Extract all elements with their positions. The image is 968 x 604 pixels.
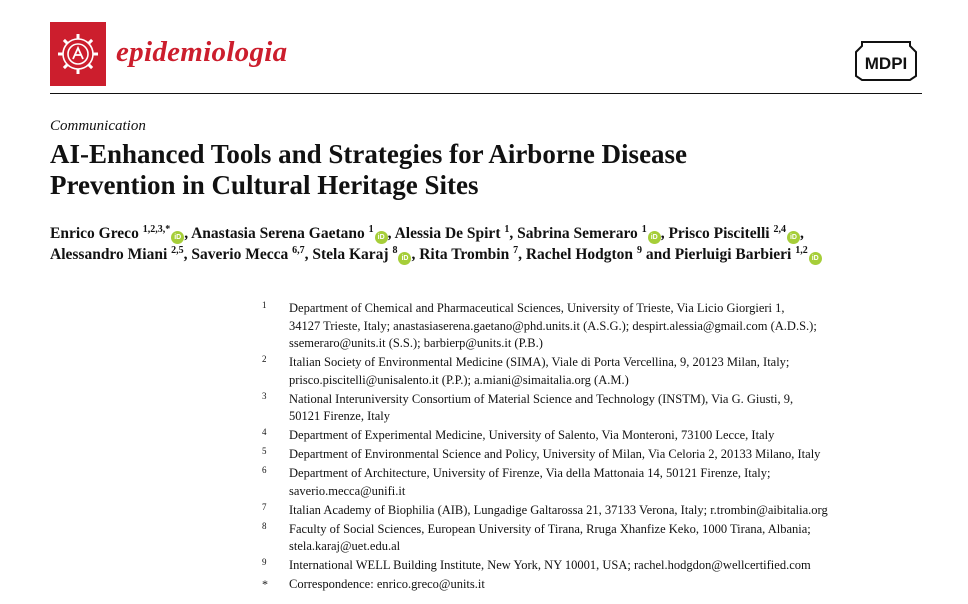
author-name[interactable]: Alessandro Miani	[50, 246, 168, 263]
affiliation-number: 8	[262, 520, 267, 531]
affiliation-text: Department of Environmental Science and Policy, University of Milan, Via Celoria 2, 20133 Milano, Italy	[289, 447, 821, 462]
affiliation-text: 34127 Trieste, Italy; anastasiaserena.gaetano@phd.units.it (A.S.G.); despirt.alessia@gmail.com (A.D.S.);	[289, 318, 817, 333]
affiliation-text: Italian Society of Environmental Medicine (SIMA), Viale di Porta Vercellina, 9, 20123 Milan, Italy;	[289, 355, 790, 370]
affiliation-text: ssemeraro@units.it (S.S.); barbierp@units.it (P.B.)	[289, 336, 543, 351]
affiliation-number: 9	[262, 557, 267, 568]
author-affiliation-sup: 6,7	[292, 244, 305, 256]
author-name[interactable]: Rita Trombin	[419, 246, 510, 263]
affiliation-number: 2	[262, 354, 267, 365]
author-affiliation-sup: 1	[641, 223, 647, 235]
affiliation-item	[262, 300, 942, 353]
affiliation-text: Department of Chemical and Pharmaceutical Sciences, University of Trieste, Via Licio Giorgieri 1,	[289, 301, 785, 315]
affiliation-item	[262, 427, 942, 445]
author-affiliation-sup: 2,5	[171, 244, 184, 256]
affiliation-list	[262, 300, 942, 595]
author-affiliation-sup: 1,2	[795, 244, 808, 256]
author-name[interactable]: Alessia De Spirt	[394, 225, 501, 242]
author-name[interactable]: Saverio Mecca	[191, 246, 289, 263]
orcid-icon[interactable]: iD	[398, 252, 411, 265]
author-name[interactable]: Rachel Hodgton	[525, 246, 634, 263]
affiliation-item	[262, 446, 942, 464]
author-name[interactable]: Enrico Greco	[50, 225, 139, 242]
author-affiliation-sup: 9	[636, 244, 642, 256]
correspondence	[262, 576, 942, 594]
affiliation-text: Italian Academy of Biophilia (AIB), Lungadige Galtarossa 21, 37133 Verona, Italy; r.trombin@aibitalia.org	[289, 502, 828, 517]
paper-title	[50, 139, 910, 201]
author-affiliation-sup: 7	[513, 244, 519, 256]
author-affiliation-sup: 1	[368, 223, 374, 235]
affiliation-text: 50121 Firenze, Italy	[289, 409, 391, 424]
orcid-icon[interactable]: iD	[809, 252, 822, 265]
orcid-icon[interactable]: iD	[787, 231, 800, 244]
affiliation-item	[262, 521, 942, 556]
affiliation-item	[262, 557, 942, 575]
article-type: Communication	[50, 118, 146, 134]
affiliation-number: 4	[262, 427, 267, 438]
orcid-icon[interactable]: iD	[171, 231, 184, 244]
author-affiliation-sup: 2,4	[773, 223, 786, 235]
affiliation-text: Department of Architecture, University of Firenze, Via della Mattonaia 14, 50121 Firenze, Italy;	[289, 466, 771, 481]
affiliation-text: International WELL Building Institute, New York, NY 10001, USA; rachel.hodgdon@wellcertified.com	[289, 558, 811, 573]
author-name[interactable]: Stela Karaj	[312, 246, 389, 263]
affiliation-number: 3	[262, 390, 267, 401]
affiliation-item	[262, 391, 942, 426]
author-name[interactable]: Anastasia Serena Gaetano	[191, 225, 365, 242]
author-affiliation-sup: 8	[392, 244, 398, 256]
affiliation-number: 5	[262, 446, 267, 457]
affiliation-text: National Interuniversity Consortium of Material Science and Technology (INSTM), Via G. Giusti, 9,	[289, 391, 794, 406]
affiliation-text: Department of Experimental Medicine, University of Salento, Via Monteroni, 73100 Lecce, Italy	[289, 428, 775, 443]
author-affiliation-sup: 1,2,3,*	[142, 223, 171, 235]
author-list: Enrico Greco $^{1,2,3,*}$iD , Anastasia Serena Gaetano $^1$iD , Alessia De Spirt $^1$, Sabrina Semeraro $^1$iD , Prisco Piscitelli $^{2,4}$iD , Alessandro Miani $^{2,5}$, Saverio Mecca $^{6,7}$, Stela Karaj $^8$iD , Rita Trombin $^7$, Rachel Hodgton $^9$ and Pierluigi Barbieri $^{1,2}$iD	[50, 223, 930, 265]
affiliation-item	[262, 502, 942, 520]
affiliation-text: Faculty of Social Sciences, European University of Tirana, Rruga Xhanfize Keko, 1000 Tirana, Albania;	[289, 521, 811, 536]
correspondence-marker: *	[262, 577, 268, 592]
journal-name: epidemiologia	[116, 36, 288, 68]
publisher-name: MDPI	[864, 54, 908, 73]
author-name[interactable]: Sabrina Semeraro	[517, 225, 638, 242]
affiliation-text: saverio.mecca@unifi.it	[289, 483, 406, 498]
affiliation-number: 1	[262, 300, 267, 310]
title-line: AI-Enhanced Tools and Strategies for Airborne Disease	[50, 139, 688, 169]
author-conjunction: and	[645, 246, 671, 263]
affiliation-item	[262, 354, 942, 389]
affiliation-text: stela.karaj@uet.edu.al	[289, 539, 401, 554]
affiliation-number: 7	[262, 501, 267, 512]
affiliation-number: 6	[262, 465, 267, 476]
orcid-icon[interactable]: iD	[375, 231, 388, 244]
mdpi-logo-icon	[850, 38, 922, 84]
author-name[interactable]: Prisco Piscitelli	[668, 225, 770, 242]
correspondence-text[interactable]: Correspondence: enrico.greco@units.it	[289, 577, 485, 592]
header-divider	[50, 93, 922, 94]
affiliation-text: prisco.piscitelli@unisalento.it (P.P.); a.miani@simaitalia.org (A.M.)	[289, 372, 629, 387]
orcid-icon[interactable]: iD	[648, 231, 661, 244]
author-name[interactable]: Pierluigi Barbieri	[674, 246, 792, 263]
epidemiologia-gear-logo-icon	[50, 22, 106, 86]
author-affiliation-sup: 1	[504, 223, 510, 235]
title-line: Prevention in Cultural Heritage Sites	[50, 170, 479, 200]
affiliation-item	[262, 465, 942, 500]
